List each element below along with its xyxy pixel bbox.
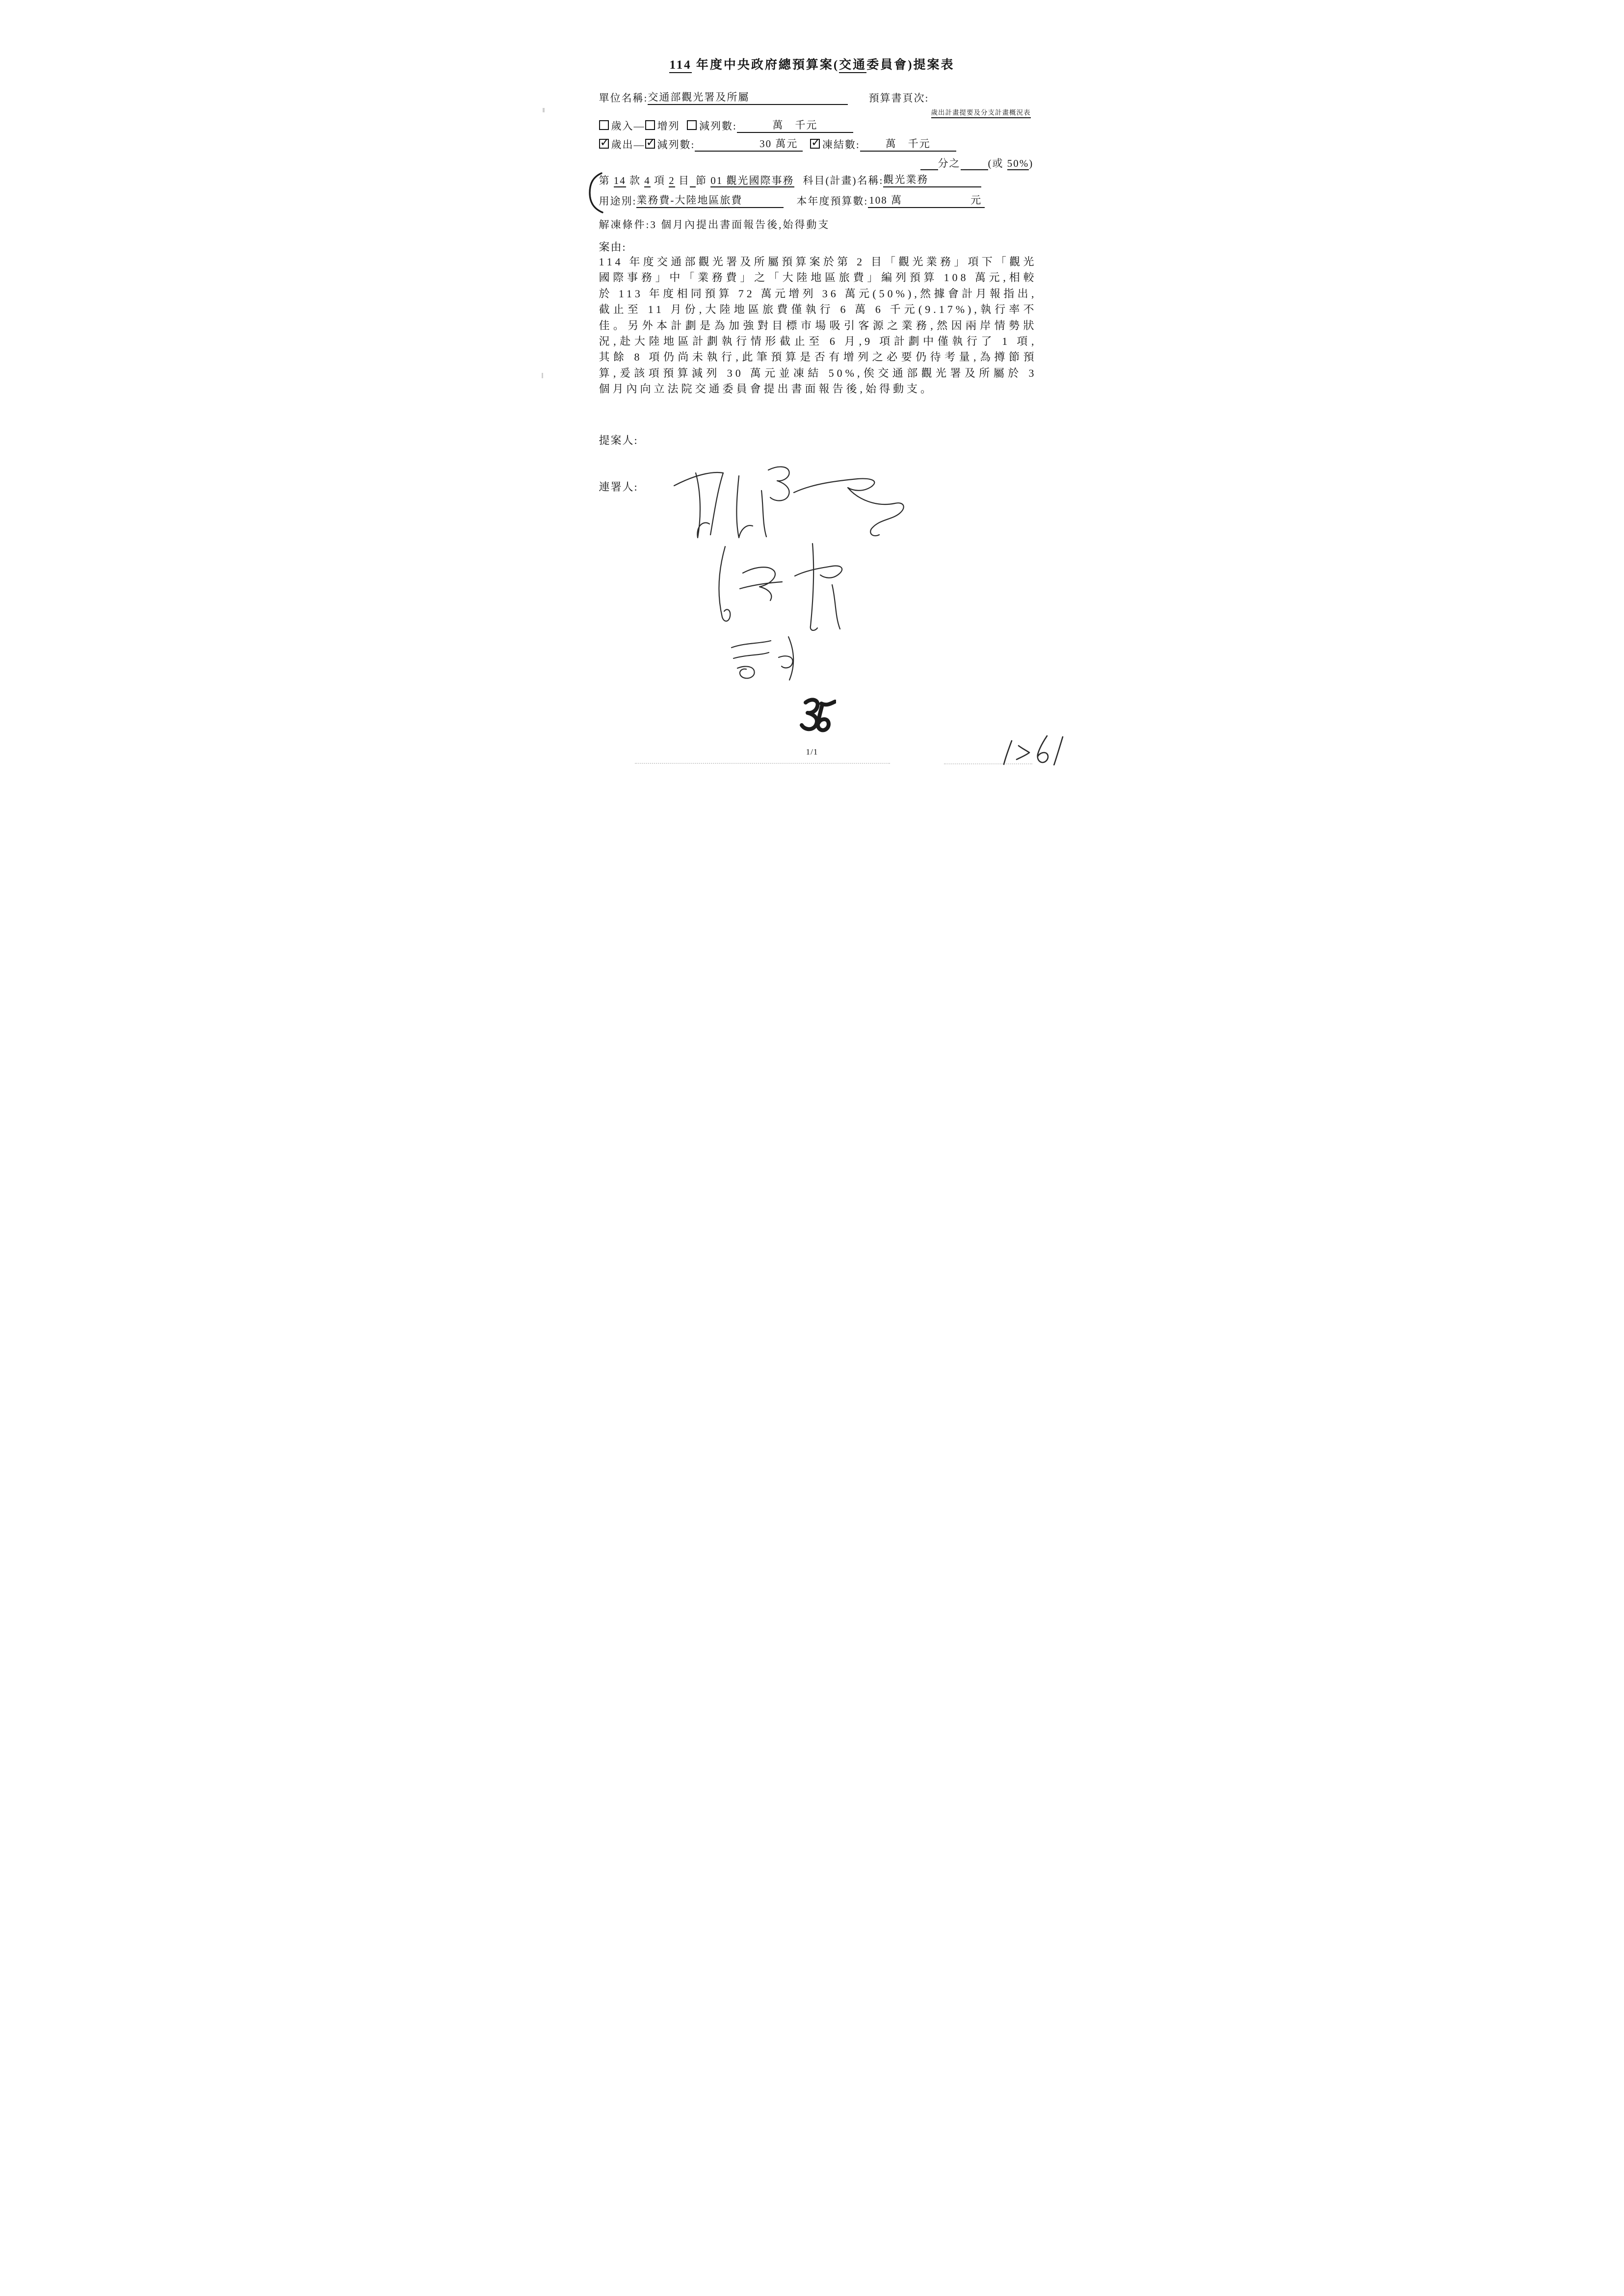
budget-amount-value: 108 萬 — [869, 194, 902, 206]
revenue-checkbox — [599, 120, 609, 130]
freeze-amount-blank: 萬 千元 — [860, 137, 956, 152]
fraction-alt-value: 50% — [1007, 157, 1029, 169]
subject-label: 科目(計畫)名稱: — [803, 175, 884, 186]
case-text-line: 佳。另外本計劃是為加強對目標市場吸引客源之業務,然因兩岸情勢狀 — [599, 319, 1037, 332]
case-body — [599, 254, 1037, 397]
title-committee: 交通 — [839, 58, 866, 73]
budget-amount-label: 本年度預算數: — [796, 195, 868, 207]
unit-name-label: 單位名稱: — [599, 92, 648, 104]
case-label: 案由: — [599, 241, 627, 253]
budget-amount-unit: 元 — [970, 194, 982, 206]
purpose-row — [599, 193, 985, 208]
fraction-alt-prefix: (或 — [988, 157, 1007, 169]
case-text-line: 其餘 8 項仍尚未執行,此筆預算是否有增列之必要仍待考量,為撙節預 — [599, 351, 1037, 364]
title-year: 114 — [669, 58, 691, 73]
decrease-checkbox-row2 — [645, 139, 655, 149]
proposer-label: 提案人: — [599, 434, 638, 446]
decrease-amount-value: 30 萬元 — [695, 137, 803, 152]
subject-value: 觀光業務 — [883, 173, 981, 187]
signature-cosigner-3 — [726, 633, 814, 684]
purpose-value: 業務費-大陸地區旅費 — [636, 193, 784, 208]
scan-speck — [543, 108, 545, 112]
case-text-line: 個月內向立法院交通委員會提出書面報告後,始得動支。 — [599, 383, 935, 395]
increase-label: 增列 — [657, 120, 680, 132]
scanned-proposal-form — [542, 0, 1083, 765]
decrease-amount-blank-row1: 萬 千元 — [737, 118, 853, 133]
signature-cosigner-2 — [708, 538, 861, 633]
scan-noise-line — [635, 763, 890, 764]
clause-kuan-value: 14 — [613, 175, 626, 186]
case-text-line: 於 113 年度相同預算 72 萬元增列 36 萬元(50%),然據會計月報指出, — [599, 287, 1037, 300]
decrease-checkbox-row1 — [687, 120, 697, 130]
expenditure-label: 歲出 — [611, 139, 634, 151]
decrease-label-row1: 減列數: — [699, 120, 737, 132]
fraction-label: 分之 — [938, 157, 961, 169]
page-number: 1/1 — [806, 747, 818, 757]
unit-name-row — [599, 90, 848, 105]
clause-xiang-value: 4 — [644, 175, 651, 186]
freeze-checkbox — [810, 139, 820, 149]
budget-page-ref-label: 預算書頁次: — [868, 92, 929, 104]
case-text-line: 114 年度交通部觀光署及所屬預算案於第 2 目「觀光業務」項下「觀光 — [599, 256, 1037, 268]
case-text-line: 算,爰該項預算減列 30 萬元並凍結 50%,俟交通部觀光署及所屬於 3 — [599, 366, 1037, 379]
case-text-line: 國際事務」中「業務費」之「大陸地區旅費」編列預算 108 萬元,相較 — [599, 271, 1037, 284]
case-text-line: 況,赴大陸地區計劃執行情形截止至 6 月,9 項計劃中僅執行了 1 項, — [599, 335, 1037, 347]
cosigner-label: 連署人: — [599, 481, 638, 493]
scan-noise-line — [944, 763, 1032, 764]
signature-cosigner-1 — [665, 460, 911, 544]
freeze-label: 凍結數: — [822, 139, 860, 151]
dash: — — [633, 139, 645, 151]
decrease-label-row2: 減列數: — [657, 139, 695, 151]
clause-jie-value: 01 觀光國際事務 — [710, 175, 794, 186]
clause-mu-value: 2 — [669, 175, 675, 186]
revenue-label: 歲入 — [611, 120, 634, 132]
purpose-label: 用途別: — [599, 195, 637, 207]
budget-amount-blank — [868, 193, 985, 208]
expenditure-checkbox — [599, 139, 609, 149]
budget-book-note: 歲出計畫提要及分支計畫概況表 — [931, 107, 1031, 118]
case-text-line: 截止至 11 月份,大陸地區旅費僅執行 6 萬 6 千元(9.17%),執行率不 — [599, 303, 1037, 316]
unit-name-value: 交通部觀光署及所屬 — [648, 90, 848, 105]
fraction-numerator-blank — [920, 156, 938, 170]
handwritten-page-marker — [798, 696, 836, 735]
unfreeze-condition: 解凍條件:3 個月內提出書面報告後,始得動支 — [599, 219, 830, 231]
fraction-denominator-blank — [961, 156, 988, 170]
expenditure-option-row — [599, 137, 956, 152]
increase-checkbox — [645, 120, 655, 130]
scan-speck — [542, 373, 543, 378]
fraction-row — [920, 156, 1034, 170]
fraction-alt-suffix: ) — [1029, 157, 1034, 169]
clause-row: 第 14 款 4 項 2 目 節 01 觀光國際事務 科目(計畫)名稱:觀光業務 — [599, 173, 982, 187]
revenue-option-row — [599, 118, 853, 133]
page-title: 114 年度中央政府總預算案(交通委員會)提案表 — [542, 55, 1083, 73]
dash: — — [633, 120, 645, 132]
